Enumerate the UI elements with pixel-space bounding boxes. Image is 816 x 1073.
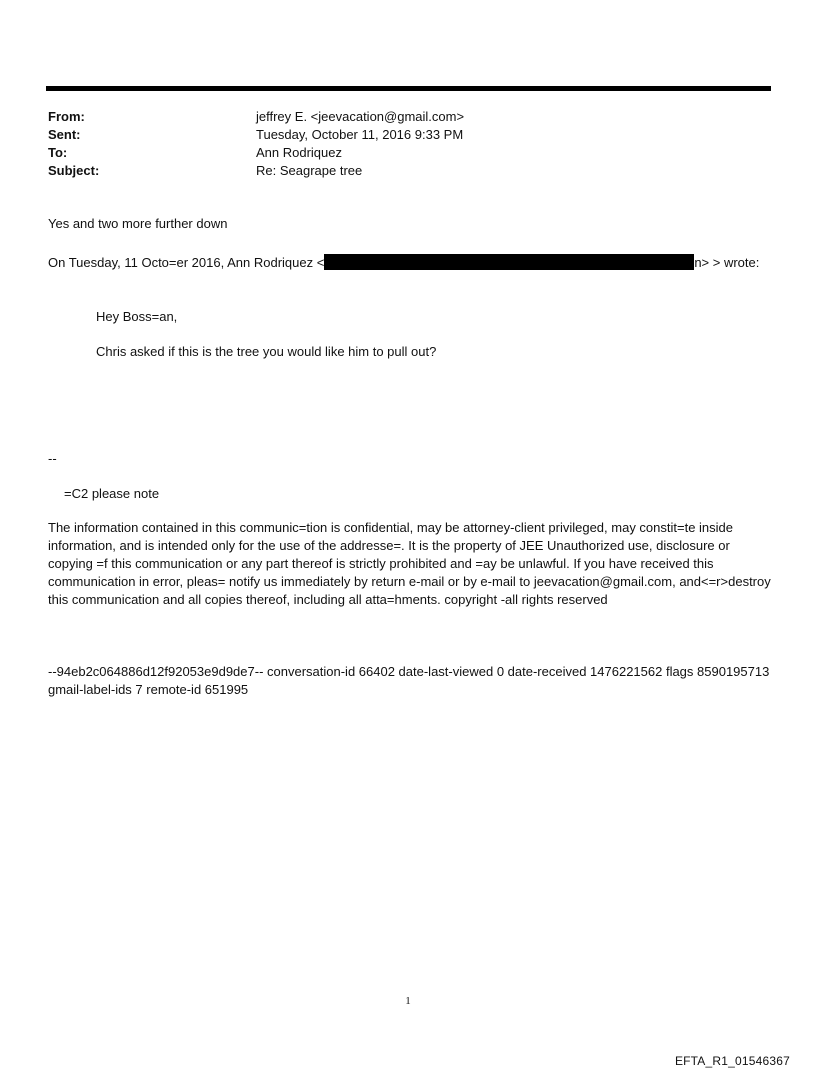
email-header	[48, 108, 748, 180]
bates-number: EFTA_R1_01546367	[674, 1054, 790, 1068]
from-row	[48, 108, 748, 126]
subject-row	[48, 162, 748, 180]
signature-separator: --	[48, 451, 57, 466]
quote-intro-before: On Tuesday, 11 Octo=er 2016, Ann Rodriquez <	[48, 255, 325, 270]
quoted-greeting: Hey Boss=an,	[96, 309, 178, 324]
reply-text: Yes and two more further down	[48, 216, 228, 231]
sent-label: Sent:	[48, 127, 81, 142]
to-value: Ann Rodriquez	[256, 145, 342, 160]
to-label: To:	[48, 145, 68, 160]
header-divider	[46, 86, 771, 91]
from-value: jeffrey E. <jeevacation@gmail.com>	[256, 109, 465, 124]
subject-value: Re: Seagrape tree	[256, 163, 363, 178]
confidentiality-disclaimer: The information contained in this communic=tion is confidential, may be attorney-client privileged, may constit=te inside information, and is intended only for the use of the addresse=. It is the property of JEE Unauthorized use, disclosure or copying =f this communication or any part thereof is strictly prohibited and =ay be unlawful. If you have received this communication in error, pleas= notify us immediately by return e-mail or by e-mail to jeevacation@gmail.com, and<=r>destroy this communication and all copies thereof, including all atta=hments. copyright -all rights reserved	[48, 520, 771, 607]
please-note: =C2 please note	[64, 486, 160, 501]
page-number: 1	[405, 995, 411, 1007]
sent-value: Tuesday, October 11, 2016 9:33 PM	[256, 127, 464, 142]
quote-intro	[48, 254, 759, 272]
sent-row	[48, 126, 748, 144]
subject-label: Subject:	[48, 163, 100, 178]
quote-intro-after: n> > wrote:	[694, 255, 760, 270]
redaction-bar	[324, 254, 694, 270]
to-row	[48, 144, 748, 162]
quoted-question: Chris asked if this is the tree you would like him to pull out?	[96, 344, 437, 359]
from-label: From:	[48, 109, 85, 124]
message-metadata: --94eb2c064886d12f92053e9d9de7-- conversation-id 66402 date-last-viewed 0 date-received 1476221562 flags 8590195713 gmail-label-ids 7 remote-id 651995	[48, 664, 770, 697]
